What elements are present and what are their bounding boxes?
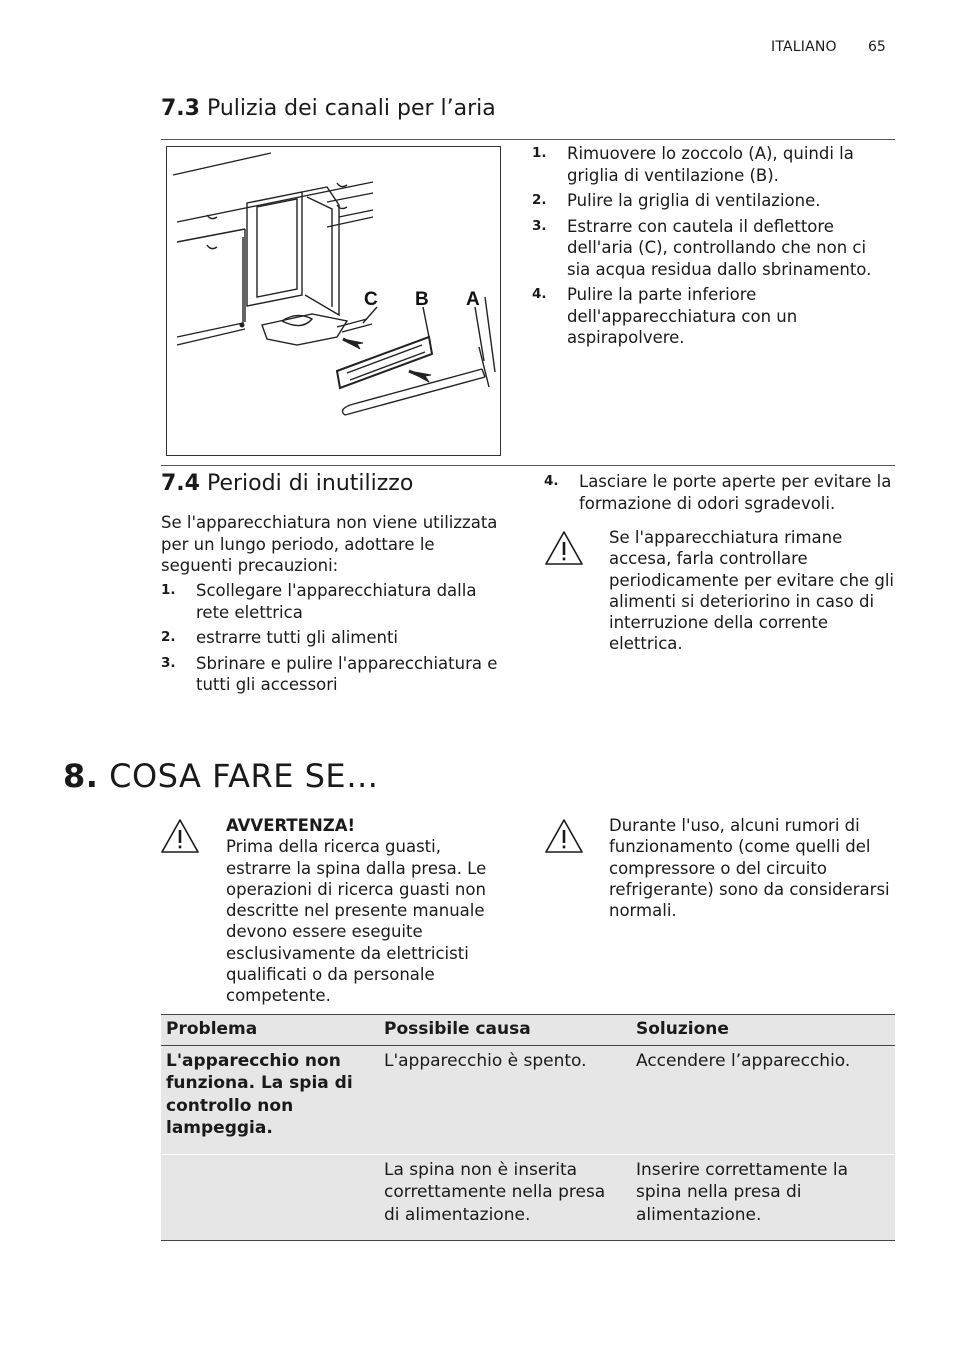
step-text: Rimuovere lo zoccolo (A), quindi la griglia di ventilazione (B). (567, 144, 854, 185)
section-number: 7.3 (161, 96, 200, 121)
cleaning-steps-list (532, 143, 892, 353)
step-text: estrarre tutti gli alimenti (196, 628, 399, 647)
header-language: ITALIANO (771, 39, 837, 55)
list-item (161, 580, 513, 623)
step-text: Estrarre con cautela il deflettore dell'aria (C), controllando che non ci sia acqua residua dallo sbrinamento. (567, 216, 872, 279)
warning-body: Prima della ricerca guasti, estrarre la spina dalla presa. Le operazioni di ricerca guasti non descritte nel presente manuale devono essere eseguite esclusivamente da elettricisti qualificati o da personale competente. (226, 837, 487, 1006)
table-header-row (161, 1015, 895, 1046)
warning-triangle-icon (544, 818, 584, 858)
cell-solution: Inserire correttamente la spina nella presa di alimentazione. (631, 1154, 895, 1241)
label-b: B (415, 289, 429, 310)
table-row (161, 1045, 895, 1154)
list-item (532, 216, 892, 281)
chapter-title: COSA FARE SE… (109, 757, 379, 795)
label-a: A (466, 289, 480, 310)
cell-problem (161, 1154, 379, 1241)
step-number: 4. (532, 286, 547, 302)
section-7-3-heading (161, 96, 496, 121)
chapter-8-heading (63, 757, 379, 795)
table-row (161, 1154, 895, 1241)
warning-triangle-icon (544, 530, 584, 570)
section-title: Periodi di inutilizzo (206, 471, 414, 496)
cell-solution: Accendere l’apparecchio. (631, 1045, 895, 1154)
step-text: Pulire la parte inferiore dell'apparecchiatura con un aspirapolvere. (567, 285, 798, 347)
step-number: 2. (532, 192, 547, 208)
section-divider (161, 139, 895, 140)
warning-triangle-icon (160, 818, 200, 858)
warning-title: AVVERTENZA! (226, 816, 356, 835)
inactivity-steps-list-continued (544, 471, 894, 518)
cell-cause: L'apparecchio è spento. (379, 1045, 631, 1154)
step-number: 1. (532, 145, 547, 161)
step-text: Pulire la griglia di ventilazione. (567, 191, 821, 210)
page-number: 65 (868, 39, 886, 55)
list-item (161, 653, 513, 696)
step-text: Sbrinare e pulire l'apparecchiatura e tutti gli accessori (196, 653, 498, 694)
column-header-solution: Soluzione (631, 1015, 895, 1046)
section-intro: Se l'apparecchiatura non viene utilizzata per un lungo periodo, adottare le seguenti precauzioni: (161, 513, 498, 575)
step-number: 1. (161, 582, 176, 598)
cell-problem: L'apparecchio non funziona. La spia di controllo non lampeggia. (161, 1045, 379, 1154)
column-header-problem: Problema (161, 1015, 379, 1046)
step-number: 4. (544, 473, 559, 489)
troubleshooting-warning (226, 815, 510, 1007)
step-number: 3. (161, 654, 176, 671)
noise-note-text: Durante l'uso, alcuni rumori di funzionamento (come quelli del compressore o del circuito refrigerante) sono da considerarsi normali. (609, 816, 890, 921)
inactivity-steps-list (161, 580, 513, 700)
list-item (532, 284, 892, 349)
step-number: 3. (532, 217, 547, 234)
step-text: Scollegare l'apparecchiatura dalla rete elettrica (196, 581, 477, 622)
troubleshooting-table (161, 1014, 895, 1241)
air-channel-illustration (166, 146, 501, 456)
label-c: C (364, 289, 378, 310)
section-7-4-heading (161, 471, 413, 496)
list-item (532, 143, 892, 186)
chapter-number: 8. (63, 757, 99, 795)
appliance-plinth-drawing (167, 147, 500, 455)
list-item (161, 627, 513, 649)
list-item (532, 190, 892, 212)
list-item (544, 471, 894, 514)
inactivity-warning-text: Se l'apparecchiatura rimane accesa, farla controllare periodicamente per evitare che gli alimenti si deteriorino in caso di interruzione della corrente elettrica. (609, 528, 894, 654)
step-number: 2. (161, 629, 176, 645)
section-number: 7.4 (161, 471, 200, 496)
section-divider (161, 465, 895, 466)
section-title: Pulizia dei canali per l’aria (206, 96, 496, 121)
step-text: Lasciare le porte aperte per evitare la formazione di odori sgradevoli. (579, 472, 892, 513)
cell-cause: La spina non è inserita correttamente nella presa di alimentazione. (379, 1154, 631, 1241)
column-header-cause: Possibile causa (379, 1015, 631, 1046)
